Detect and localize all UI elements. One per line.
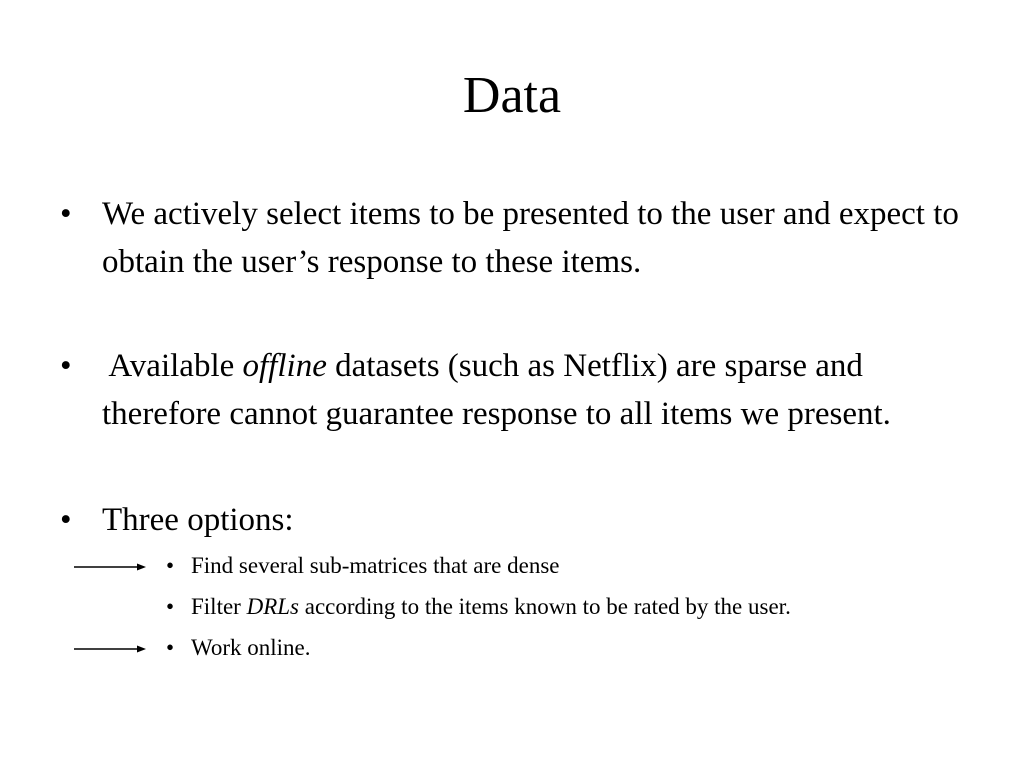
right-arrow-icon (74, 643, 146, 655)
sub-item-emphasis: DRLs (246, 594, 299, 619)
bullet-item (60, 496, 990, 544)
sub-item-text (191, 551, 986, 581)
sub-item-text (191, 633, 986, 663)
sub-item (166, 551, 986, 581)
sub-item-text-part: Filter (191, 594, 247, 619)
bullet-text (102, 342, 990, 438)
bullet-text-part: Three options: (102, 502, 294, 538)
bullet-text (102, 496, 990, 544)
sub-bullet-marker: • (166, 594, 175, 619)
slide-title: Data (462, 67, 562, 124)
bullet-text (102, 190, 990, 286)
sub-bullet-marker: • (166, 553, 175, 578)
bullet-text-part: We actively select items to be presented to the user and expect to obtain the user’s response to these items. (102, 196, 959, 280)
bullet-text-part: Available (102, 348, 243, 384)
bullet-emphasis: offline (242, 348, 327, 384)
sub-item (166, 592, 986, 622)
right-arrow-icon (74, 561, 146, 573)
bullet-item (60, 342, 990, 438)
bullet-marker: • (60, 348, 72, 384)
bullet-text-part: datasets (such as Netflix) are sparse and therefore cannot guarantee response to all items we present. (102, 348, 891, 432)
bullet-item (60, 190, 990, 286)
sub-item-text (191, 592, 986, 622)
sub-item (166, 633, 986, 663)
bullet-marker: • (60, 196, 72, 232)
sub-item-text-part: according to the items known to be rated by the user. (299, 594, 791, 619)
bullet-marker: • (60, 502, 72, 538)
sub-item-text-part: Work online. (191, 635, 311, 660)
sub-bullet-marker: • (166, 635, 175, 660)
sub-item-text-part: Find several sub-matrices that are dense (191, 553, 560, 578)
